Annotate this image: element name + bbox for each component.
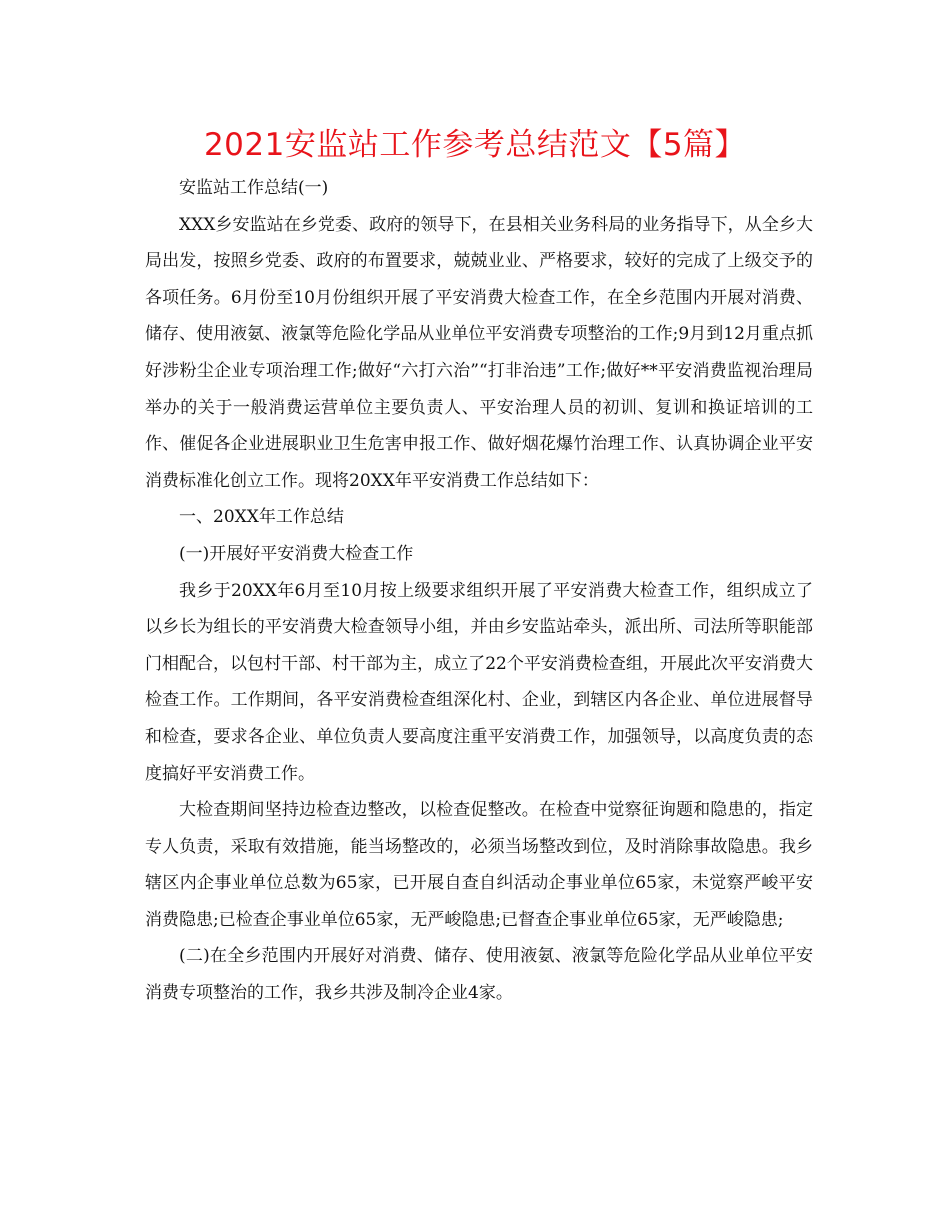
subsection-heading: (一)开展好平安消费大检查工作 [179,543,414,564]
paragraph: XXX乡安监站在乡党委、政府的领导下，在县相关业务科局的业务指导下，从全乡大局出发，按照乡党委、政府的布置要求，兢兢业业、严格要求，较好的完成了上级交予的各项任务。6月份至10月份组织开展了平安消费大检查工作，在全乡范围内开展对消费、储存、使用液氨、液氯等危险化学品从业单位平安消费专项整治的工作;9月到12月重点抓好涉粉尘企业专项治理工作;做好“六打六治”“打非治违”工作;做好**平安消费监视治理局举办的关于一般消费运营单位主要负责人、平安治理人员的初训、复训和换证培训的工作、催促各企业进展职业卫生危害申报工作、做好烟花爆竹治理工作、认真协调企业平安消费标准化创立工作。现将20XX年平安消费工作总结如下： [145,214,813,491]
document-body [145,170,813,1012]
paragraph: 大检查期间坚持边检查边整改，以检查促整改。在检查中觉察征询题和隐患的，指定专人负责，采取有效措施，能当场整改的，必须当场整改到位，及时消除事故隐患。我乡辖区内企事业单位总数为65家，已开展自查自纠活动企事业单位65家，未觉察严峻平安消费隐患;已检查企事业单位65家，无严峻隐患;已督查企事业单位65家，无严峻隐患; [145,800,813,930]
paragraph: 我乡于20XX年6月至10月按上级要求组织开展了平安消费大检查工作，组织成立了以乡长为组长的平安消费大检查领导小组，并由乡安监站牵头，派出所、司法所等职能部门相配合，以包村干部、村干部为主，成立了22个平安消费检查组，开展此次平安消费大检查工作。工作期间，各平安消费检查组深化村、企业，到辖区内各企业、单位进展督导和检查，要求各企业、单位负责人要高度注重平安消费工作，加强领导，以高度负责的态度搞好平安消费工作。 [145,580,813,784]
document-title: 2021安监站工作参考总结范文【5篇】 [203,127,747,163]
paragraph: (二)在全乡范围内开展好对消费、储存、使用液氨、液氯等危险化学品从业单位平安消费专项整治的工作，我乡共涉及制冷企业4家。 [145,946,813,1004]
section-heading: 一、20XX年工作总结 [179,507,344,528]
section-heading: 安监站工作总结(一) [179,178,329,198]
